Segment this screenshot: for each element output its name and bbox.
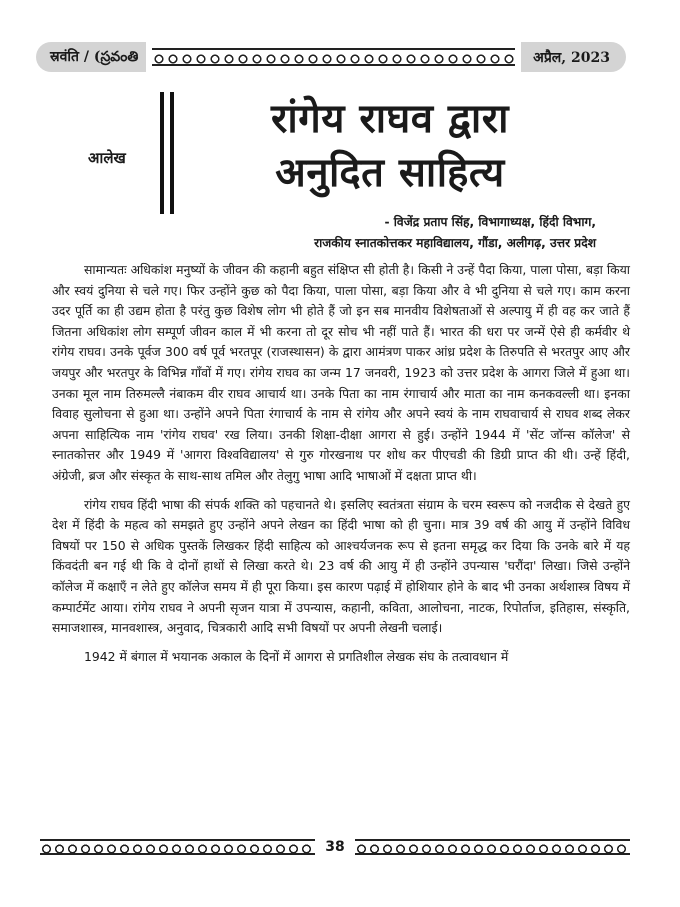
footer-ornament-left	[40, 839, 315, 855]
byline-line-1: - विजेंद्र प्रताप सिंह, विभागाध्यक्ष, हिंदी विभाग,	[384, 215, 596, 229]
title-divider-bar-2	[170, 92, 174, 214]
header-ornament	[152, 48, 515, 66]
paragraph-1: सामान्यतः अधिकांश मनुष्यों के जीवन की कहानी बहुत संक्षिप्त सी होती है। किसी ने उन्हें पैदा किया, पाला पोसा, बड़ा किया और स्वयं दुनिया से चले गए। फिर उन्होंने कुछ को पैदा किया, पाला पोसा, बड़ा किया और वे भी दुनिया से चले गए। काम करना उदर पूर्ति का ही उद्यम होता है परंतु कुछ विशेष लोग भी होते हैं जो इन सब मानवीय विशेषताओं से अल्पायु में ही वह कर जाते हैं जितना अधिकांश लोग सम्पूर्ण जीवन काल में भी करना तो दूर सोच भी नहीं पाते हैं। भारत की धरा पर जन्में ऐसे ही कर्मवीर थे रांगेय राघव। उनके पूर्वज 300 वर्ष पूर्व भरतपूर (राजस्थासन) के द्वारा आमंत्रण पाकर आंध्र प्रदेश के तिरुपति से भरतपुर आए और जयपुर और भरतपुर के विभिन्न गाँवों में गए। रांगेय राघव का जन्म 17 जनवरी, 1923 को उत्तर प्रदेश के आगरा जिले में हुआ था। उनका मूल नाम तिरुमल्लै नंबाकम वीर राघव आचार्य था। उनके पिता का नाम रंगाचार्य और माता का नाम कनकवल्ली था। इनका विवाह सुलोचना से हुआ था। उन्होंने अपने पिता रंगाचार्य के नाम से रांगेय और अपने स्वयं के नाम राघवाचार्य से राघव शब्द लेकर अपना साहित्यिक नाम 'रांगेय राघव' रख लिया। उनकी शिक्षा-दीक्षा आगरा से हुई। उन्होंने 1944 में 'सेंट जॉन्स कॉलेज' से स्नातकोत्तर और 1949 में 'आगरा विश्वविद्यालय' से गुरु गोरखनाथ पर शोध कर पीएचडी की डिग्री प्राप्त की थी। उन्हें हिंदी, अंग्रेजी, ब्रज और संस्कृत के साथ-साथ तमिल और तेलुगु भाषा आदि भाषाओं में दक्षता प्राप्त थी।	[52, 262, 630, 483]
author-byline	[130, 212, 596, 254]
page-number: 38	[325, 839, 345, 855]
title-divider-bar	[160, 92, 164, 214]
paragraph-3: 1942 में बंगाल में भयानक अकाल के दिनों में आगरा से प्रगतिशील लेखक संघ के तत्वावधान में	[84, 648, 509, 664]
page-header	[36, 42, 626, 72]
title-line-2: अनुदित साहित्य	[275, 149, 505, 196]
footer-ornament-right	[355, 839, 630, 855]
magazine-name: स्रवंति / (స్రవంతి	[36, 42, 146, 72]
page-footer	[40, 836, 630, 858]
article-title	[180, 92, 600, 200]
issue-date: अप्रैल, 2023	[521, 42, 626, 72]
title-line-1: रांगेय राघव द्वारा	[271, 95, 509, 142]
paragraph-2: रांगेय राघव हिंदी भाषा की संपर्क शक्ति को पहचानते थे। इसलिए स्वतंत्रता संग्राम के चरम स्वरूप को नजदीक से देखते हुए देश में हिंदी के महत्व को समझते हुए उन्होंने अपने लेखन का हिंदी भाषा को ही चुना। मात्र 39 वर्ष की आयु में उन्होंने विविध विषयों पर 150 से अधिक पुस्तकें लिखकर हिंदी साहित्य को आश्चर्यजनक रूप से इतना समृद्ध कर दिया कि उनके बारे में यह किंवदंती बन गई थी कि वे दोनों हाथों से लिखा करते थे। 23 वर्ष की आयु में ही उन्होंने उपन्यास 'घरौंदा' लिखा। जिसे उन्होंने कॉलेज में कक्षाएँ न लेते हुए कॉलेज समय में ही पूरा किया। इस कारण पढ़ाई में होशियार होने के बाद भी उनका अर्थशास्त्र विषय में कम्पार्टमेंट आया। रांगेय राघव ने अपनी सृजन यात्रा में उपन्यास, कहानी, कविता, आलोचना, नाटक, रिपोर्ताज, इतिहास, संस्कृति, समाजशास्त्र, मानवशास्त्र, अनुवाद, चित्रकारी आदि सभी विषयों पर अपनी लेखनी चलाई।	[52, 496, 630, 636]
article-body	[52, 260, 630, 675]
article-type-label: आलेख	[88, 149, 126, 167]
byline-line-2: राजकीय स्नातकोत्तकर महाविद्यालय, गौंडा, अलीगढ़, उत्तर प्रदेश	[314, 236, 596, 250]
